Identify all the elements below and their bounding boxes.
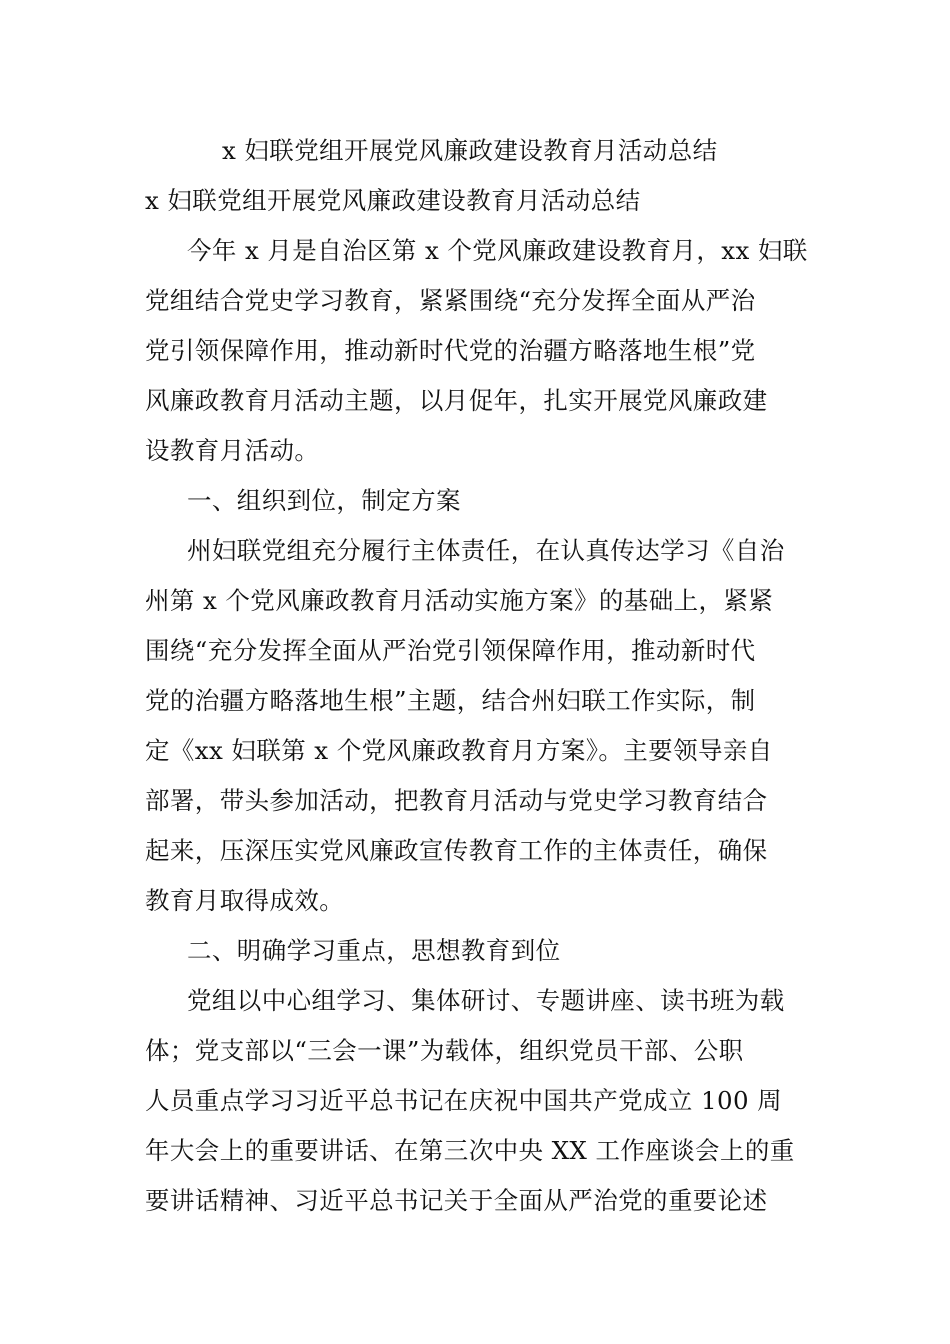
subtitle-line: x 妇联党组开展党风廉政建设教育月活动总结 <box>145 186 641 215</box>
paragraph-line: 今年 x 月是自治区第 x 个党风廉政建设教育月，xx 妇联 <box>187 236 808 265</box>
paragraph-line: 定《xx 妇联第 x 个党风廉政教育月方案》。主要领导亲自 <box>145 736 773 765</box>
paragraph-line: 风廉政教育月活动主题，以月促年，扎实开展党风廉政建 <box>145 386 768 415</box>
paragraph-line: 州妇联党组充分履行主体责任，在认真传达学习《自治 <box>187 536 785 565</box>
paragraph-line: 人员重点学习习近平总书记在庆祝中国共产党成立 100 周 <box>145 1086 783 1115</box>
paragraph-line: 起来，压深压实党风廉政宣传教育工作的主体责任，确保 <box>145 836 768 865</box>
paragraph-line: 教育月取得成效。 <box>145 886 345 915</box>
paragraph-line: 部署，带头参加活动，把教育月活动与党史学习教育结合 <box>145 786 768 815</box>
paragraph-line: 党的治疆方略落地生根”主题，结合州妇联工作实际，制 <box>145 686 756 715</box>
document-title: x 妇联党组开展党风廉政建设教育月活动总结 <box>222 136 718 165</box>
section-heading-2: 二、明确学习重点，思想教育到位 <box>187 936 561 965</box>
paragraph-line: 州第 x 个党风廉政教育月活动实施方案》的基础上，紧紧 <box>145 586 774 615</box>
section-heading-1: 一、组织到位，制定方案 <box>187 486 461 515</box>
paragraph-line: 党组结合党史学习教育，紧紧围绕“充分发挥全面从严治 <box>145 286 756 315</box>
paragraph-line: 要讲话精神、习近平总书记关于全面从严治党的重要论述 <box>145 1186 768 1215</box>
paragraph-line: 党引领保障作用，推动新时代党的治疆方略落地生根”党 <box>145 336 756 365</box>
paragraph-line: 设教育月活动。 <box>145 436 320 465</box>
paragraph-line: 年大会上的重要讲话、在第三次中央 XX 工作座谈会上的重 <box>145 1136 795 1165</box>
paragraph-line: 体；党支部以“三会一课”为载体，组织党员干部、公职 <box>145 1036 744 1065</box>
paragraph-line: 党组以中心组学习、集体研讨、专题讲座、读书班为载 <box>187 986 785 1015</box>
paragraph-line: 围绕“充分发挥全面从严治党引领保障作用，推动新时代 <box>145 636 756 665</box>
